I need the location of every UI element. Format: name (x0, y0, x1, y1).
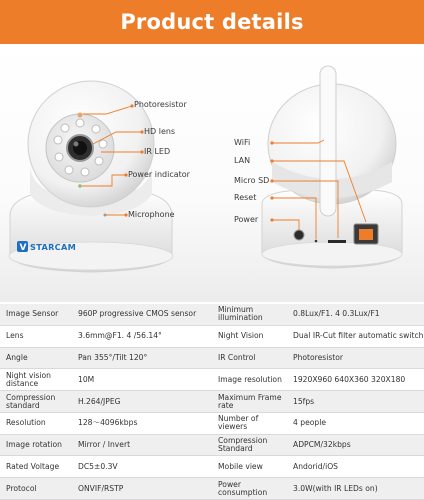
spec-key: Power consumption (218, 480, 268, 497)
spec-key: Maximum Frame rate (218, 393, 282, 410)
power-indicator (78, 184, 82, 188)
spec-key: Night Vision (218, 332, 264, 341)
spec-value: 128～4096kbps (78, 419, 138, 428)
spec-value: 960P progressive CMOS sensor (78, 310, 197, 319)
table-row (0, 413, 424, 435)
table-row (0, 478, 424, 500)
photoresistor (78, 113, 83, 118)
spec-value: Andorid/iOS (293, 462, 338, 471)
callout-power-indicator: Power indicator (128, 170, 190, 179)
spec-value: Photoresistor (293, 353, 344, 362)
spec-table (0, 304, 424, 500)
spec-value: Mirror / Invert (78, 441, 131, 450)
spec-key: Number of viewers (218, 415, 259, 432)
callout-wifi: WiFi (234, 138, 251, 147)
spec-value: 4 people (293, 419, 326, 428)
reset-hole (315, 240, 318, 243)
table-row (0, 326, 424, 348)
spec-value: 1920X960 640X360 320X180 (293, 375, 406, 384)
spec-key: Compression standard (6, 393, 56, 410)
back-camera (262, 66, 402, 268)
callout-microphone: Microphone (128, 210, 175, 219)
table-row (0, 391, 424, 413)
table-row (0, 435, 424, 457)
spec-key: Image resolution (218, 375, 282, 384)
spec-value: 3.0W(with IR LEDs on) (293, 484, 378, 493)
spec-value: 0.8Lux/F1. 4 0.3Lux/F1 (293, 310, 380, 319)
callout-photoresistor: Photoresistor (134, 100, 187, 109)
spec-key: Minimum illumination (218, 306, 263, 323)
svg-text:STARCAM: STARCAM (30, 242, 77, 252)
table-row (0, 456, 424, 478)
brand-logo (17, 241, 76, 253)
power-port (294, 230, 304, 240)
svg-text:V: V (19, 243, 27, 253)
header-banner (0, 0, 424, 44)
table-row (0, 348, 424, 370)
spec-value: 10M (78, 375, 95, 384)
spec-key: Mobile view (218, 462, 263, 471)
spec-value: 3.6mm@F1. 4 /56.14° (78, 332, 162, 341)
spec-value: DC5±0.3V (78, 462, 118, 471)
callout-ir-led: IR LED (144, 147, 171, 156)
spec-key: Compression Standard (218, 437, 268, 454)
spec-value: H.264/JPEG (78, 397, 121, 406)
spec-key: IR Control (218, 353, 256, 362)
spec-key: Resolution (6, 419, 46, 428)
spec-key: Angle (6, 353, 28, 362)
spec-key: Lens (6, 332, 24, 341)
callout-hd-lens: HD lens (144, 127, 176, 136)
spec-key: Image rotation (6, 441, 62, 450)
callout-micro-sd: Micro SD (234, 176, 270, 185)
spec-value: Pan 355°/Tilt 120° (78, 353, 148, 362)
callout-reset: Reset (234, 193, 257, 202)
micro-sd-slot (328, 240, 346, 243)
spec-key: Protocol (6, 484, 37, 493)
spec-value: ADPCM/32kbps (293, 441, 351, 450)
callout-power: Power (234, 215, 259, 224)
spec-value: 15fps (293, 397, 315, 406)
spec-value: Dual IR-Cut filter automatic switch (293, 332, 424, 341)
camera-illustration (0, 44, 424, 302)
spec-key: Image Sensor (6, 310, 59, 319)
spec-key: Rated Voltage (6, 462, 60, 471)
table-row (0, 369, 424, 391)
spec-key: Night vision distance (6, 371, 51, 388)
product-photo-area (0, 44, 424, 302)
callout-lan: LAN (234, 156, 251, 165)
spec-value: ONVIF/RSTP (78, 484, 124, 493)
page-title: Product details (120, 10, 304, 34)
table-row (0, 304, 424, 326)
